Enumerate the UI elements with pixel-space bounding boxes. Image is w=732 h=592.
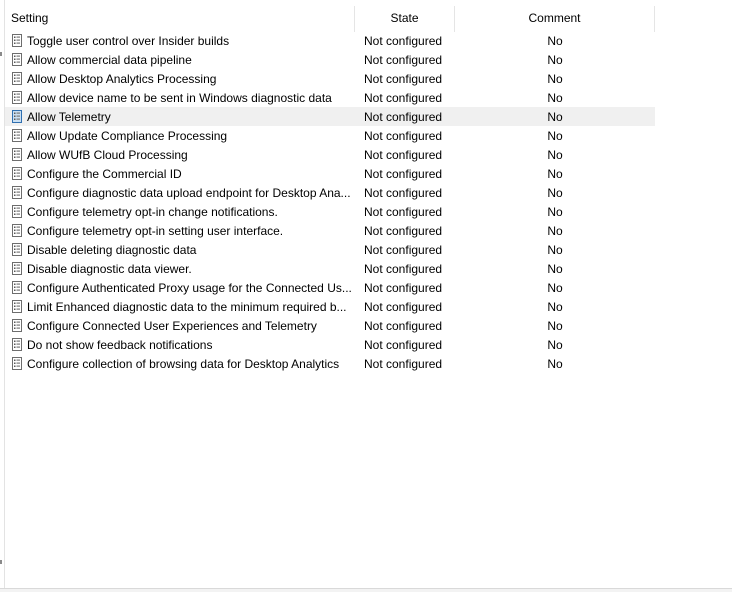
list-header	[5, 6, 655, 32]
setting-state: Not configured	[364, 185, 443, 200]
policy-row[interactable]	[5, 316, 655, 335]
splitter-marker	[0, 52, 2, 56]
setting-state: Not configured	[364, 242, 443, 257]
setting-comment: No	[547, 204, 563, 219]
setting-state: Not configured	[364, 337, 443, 352]
policy-row[interactable]	[5, 221, 655, 240]
policy-row[interactable]	[5, 335, 655, 354]
setting-name: Configure diagnostic data upload endpoint for Desktop Ana...	[27, 185, 351, 200]
setting-comment: No	[547, 147, 563, 162]
setting-cell	[5, 72, 355, 86]
policy-setting-icon	[12, 281, 22, 294]
setting-cell	[5, 205, 355, 219]
setting-cell	[5, 319, 355, 333]
setting-name: Toggle user control over Insider builds	[27, 33, 230, 48]
policy-setting-icon	[12, 53, 22, 66]
policy-setting-icon	[12, 91, 22, 104]
policy-row[interactable]	[5, 88, 655, 107]
setting-comment: No	[547, 242, 563, 257]
policy-row[interactable]	[5, 164, 655, 183]
setting-cell	[5, 148, 355, 162]
policy-row[interactable]	[5, 145, 655, 164]
column-header-state[interactable]: State	[355, 6, 455, 32]
setting-state: Not configured	[364, 90, 443, 105]
setting-state: Not configured	[364, 128, 443, 143]
setting-state: Not configured	[364, 356, 443, 371]
policy-setting-icon	[12, 148, 22, 161]
setting-name: Configure collection of browsing data for Desktop Analytics	[27, 356, 340, 371]
setting-name: Allow Telemetry	[27, 109, 111, 124]
column-header-comment[interactable]: Comment	[455, 6, 655, 32]
setting-name: Limit Enhanced diagnostic data to the minimum required b...	[27, 299, 347, 314]
setting-name: Allow Update Compliance Processing	[27, 128, 228, 143]
policy-settings-list	[5, 31, 655, 373]
setting-name: Allow Desktop Analytics Processing	[27, 71, 217, 86]
status-bar	[0, 588, 732, 592]
setting-name: Do not show feedback notifications	[27, 337, 213, 352]
policy-setting-icon	[12, 224, 22, 237]
setting-comment: No	[547, 52, 563, 67]
setting-state: Not configured	[364, 109, 443, 124]
splitter-marker	[0, 560, 2, 564]
setting-state: Not configured	[364, 223, 443, 238]
setting-cell	[5, 262, 355, 276]
setting-comment: No	[547, 109, 563, 124]
setting-cell	[5, 338, 355, 352]
setting-state: Not configured	[364, 166, 443, 181]
setting-name: Configure the Commercial ID	[27, 166, 182, 181]
policy-row[interactable]	[5, 50, 655, 69]
policy-setting-icon	[12, 110, 22, 123]
setting-name: Configure telemetry opt-in change notifications.	[27, 204, 278, 219]
policy-setting-icon	[12, 262, 22, 275]
policy-row[interactable]	[5, 183, 655, 202]
policy-setting-icon	[12, 72, 22, 85]
setting-state: Not configured	[364, 318, 443, 333]
setting-comment: No	[547, 337, 563, 352]
setting-state: Not configured	[364, 147, 443, 162]
policy-setting-icon	[12, 167, 22, 180]
column-header-setting[interactable]: Setting	[5, 6, 355, 32]
policy-row[interactable]	[5, 354, 655, 373]
setting-cell	[5, 91, 355, 105]
setting-comment: No	[547, 128, 563, 143]
policy-row[interactable]	[5, 297, 655, 316]
setting-comment: No	[547, 318, 563, 333]
setting-cell	[5, 300, 355, 314]
setting-cell	[5, 224, 355, 238]
setting-cell	[5, 357, 355, 371]
policy-setting-icon	[12, 319, 22, 332]
setting-state: Not configured	[364, 33, 443, 48]
setting-comment: No	[547, 299, 563, 314]
setting-cell	[5, 281, 355, 295]
policy-setting-icon	[12, 338, 22, 351]
setting-name: Configure Connected User Experiences and Telemetry	[27, 318, 317, 333]
policy-row[interactable]	[5, 69, 655, 88]
setting-cell	[5, 53, 355, 67]
setting-name: Allow WUfB Cloud Processing	[27, 147, 188, 162]
setting-comment: No	[547, 166, 563, 181]
setting-name: Configure telemetry opt-in setting user interface.	[27, 223, 284, 238]
setting-name: Allow commercial data pipeline	[27, 52, 192, 67]
policy-row[interactable]	[5, 107, 655, 126]
setting-state: Not configured	[364, 71, 443, 86]
setting-comment: No	[547, 71, 563, 86]
policy-setting-icon	[12, 357, 22, 370]
setting-state: Not configured	[364, 280, 443, 295]
policy-row[interactable]	[5, 259, 655, 278]
setting-name: Configure Authenticated Proxy usage for the Connected Us...	[27, 280, 352, 295]
policy-row[interactable]	[5, 31, 655, 50]
setting-state: Not configured	[364, 204, 443, 219]
setting-comment: No	[547, 356, 563, 371]
policy-row[interactable]	[5, 202, 655, 221]
setting-name: Disable diagnostic data viewer.	[27, 261, 192, 276]
setting-cell	[5, 186, 355, 200]
setting-state: Not configured	[364, 261, 443, 276]
setting-cell	[5, 34, 355, 48]
setting-comment: No	[547, 280, 563, 295]
policy-row[interactable]	[5, 278, 655, 297]
policy-row[interactable]	[5, 240, 655, 259]
setting-comment: No	[547, 185, 563, 200]
policy-setting-icon	[12, 243, 22, 256]
setting-cell	[5, 110, 355, 124]
policy-setting-icon	[12, 34, 22, 47]
setting-cell	[5, 167, 355, 181]
policy-setting-icon	[12, 205, 22, 218]
setting-cell	[5, 129, 355, 143]
policy-setting-icon	[12, 186, 22, 199]
setting-name: Disable deleting diagnostic data	[27, 242, 197, 257]
setting-comment: No	[547, 261, 563, 276]
setting-comment: No	[547, 223, 563, 238]
setting-state: Not configured	[364, 299, 443, 314]
setting-comment: No	[547, 33, 563, 48]
policy-setting-icon	[12, 300, 22, 313]
policy-setting-icon	[12, 129, 22, 142]
policy-row[interactable]	[5, 126, 655, 145]
setting-cell	[5, 243, 355, 257]
setting-state: Not configured	[364, 52, 443, 67]
setting-comment: No	[547, 90, 563, 105]
setting-name: Allow device name to be sent in Windows diagnostic data	[27, 90, 332, 105]
